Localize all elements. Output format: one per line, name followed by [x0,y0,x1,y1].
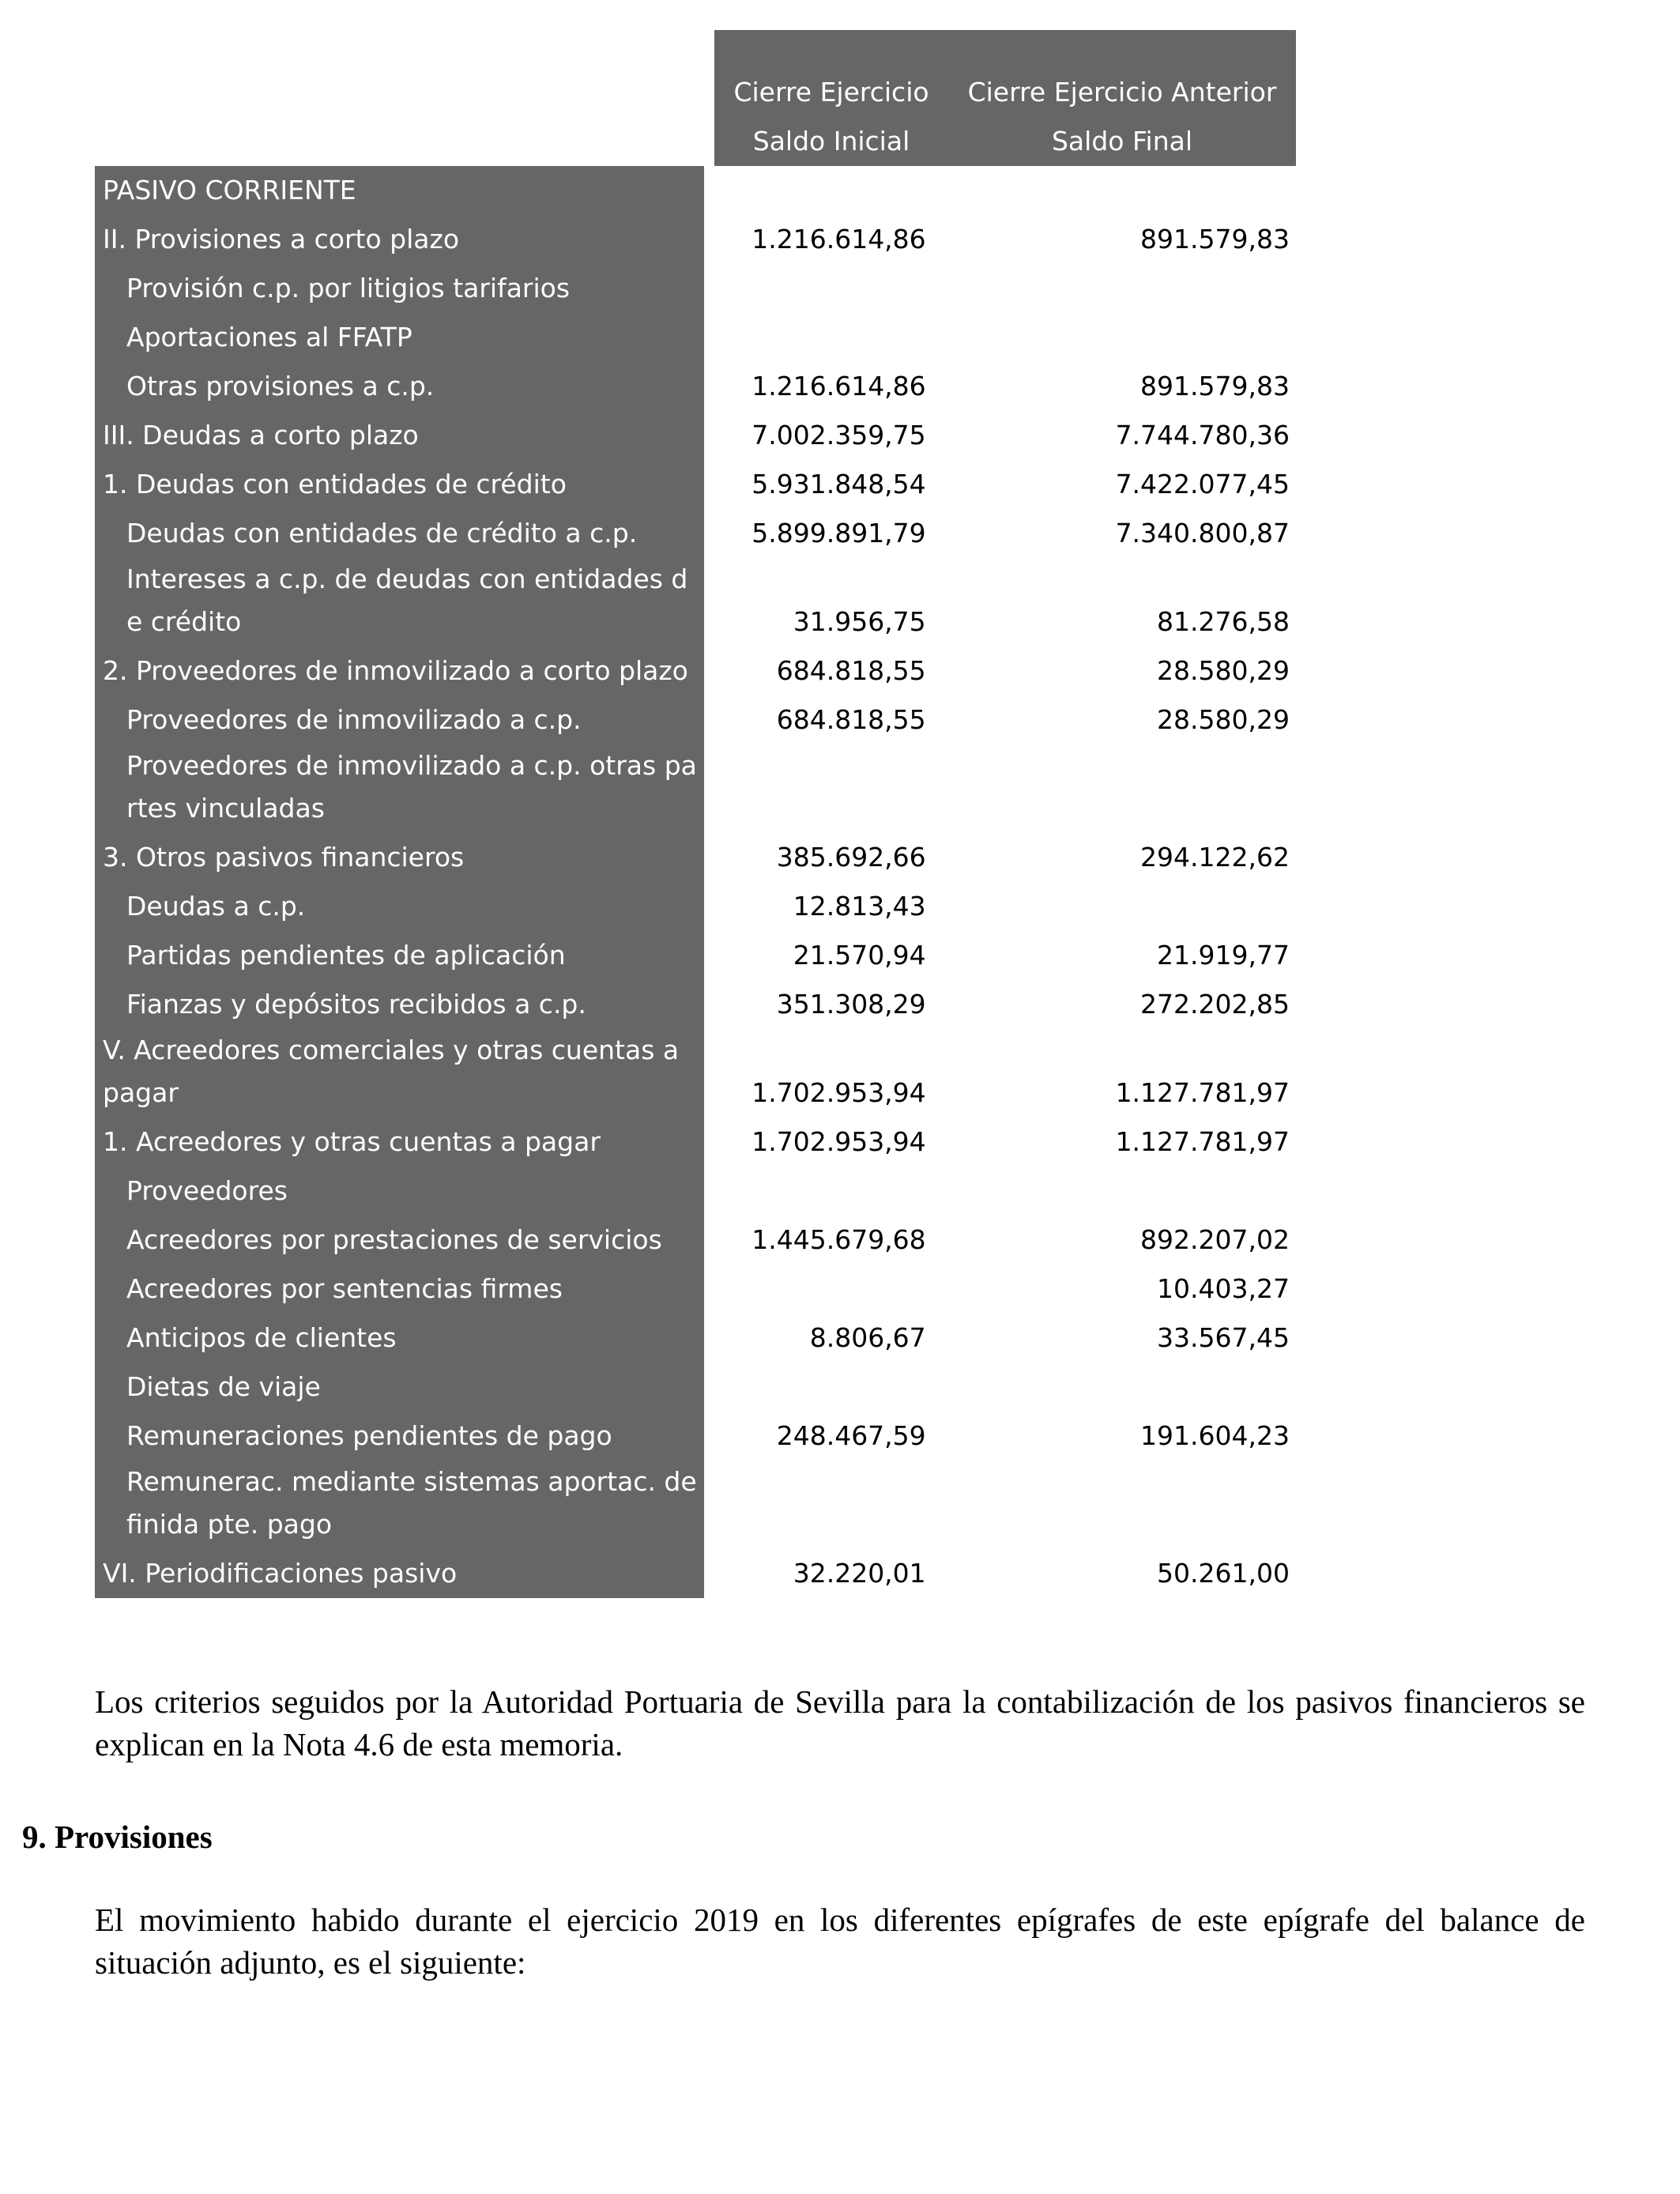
row-label: Deudas con entidades de crédito a c.p. [126,518,638,548]
value-previous-balance: 891.579,83 [1140,224,1290,254]
row-label-cell [95,509,704,558]
value-closing-balance: 32.220,01 [793,1558,926,1589]
value-closing-balance: 684.818,55 [776,704,926,735]
value-closing-balance: 7.002.359,75 [751,420,926,450]
row-label-cell [95,1549,704,1598]
table-row [95,1549,1296,1598]
row-label-cell [95,1118,704,1167]
table-header-box [714,30,1296,166]
table-row [95,313,1296,362]
value-previous-balance: 28.580,29 [1157,704,1290,735]
table-row [95,882,1296,931]
value-closing-balance: 385.692,66 [776,842,926,873]
value-previous-balance: 7.422.077,45 [1115,469,1290,499]
table-row [95,264,1296,313]
row-label-cell [95,833,704,882]
row-label-cell [95,1412,704,1461]
row-label-cell [95,1216,704,1265]
value-closing-balance [704,359,948,362]
value-previous-balance: 891.579,83 [1140,371,1290,401]
liabilities-table [95,30,1296,1598]
column-header-previous-balance [948,68,1296,166]
row-label-cell [95,1314,704,1363]
row-label: Acreedores por sentencias firmes [126,1273,563,1304]
value-previous-balance [948,1212,1296,1216]
row-label-cell [95,264,704,313]
row-label: 1. Deudas con entidades de crédito [103,469,567,499]
table-row [95,460,1296,509]
table-row [95,1265,1296,1314]
row-label-cell [95,980,704,1029]
row-label-cell [95,1167,704,1216]
table-row [95,509,1296,558]
row-label: Acreedores por prestaciones de servicios [126,1224,662,1255]
table-row [95,980,1296,1029]
value-closing-balance: 1.702.953,94 [751,1126,926,1157]
table-row [95,166,1296,215]
value-previous-balance [948,830,1296,833]
value-closing-balance: 5.931.848,54 [751,469,926,499]
row-label: Proveedores [126,1175,288,1206]
row-label-cell [95,215,704,264]
table-row [95,362,1296,411]
table-row [95,558,1296,647]
column-header-line: Saldo Inicial [752,126,910,156]
value-closing-balance: 248.467,59 [776,1420,926,1451]
row-label: III. Deudas a corto plazo [103,420,419,450]
row-label: 2. Proveedores de inmovilizado a corto plazo [103,655,688,686]
value-closing-balance [704,830,948,833]
table-row [95,1314,1296,1363]
row-label: Remunerac. mediante sistemas aportac. definida pte. pago [126,1466,697,1540]
paragraph-movement: El movimiento habido durante el ejercicio 2019 en los diferentes epígrafes de este epígrafe del balance de situación adjunto, es el siguiente: [95,1902,1585,1981]
value-previous-balance: 21.919,77 [1157,940,1290,971]
row-label-cell [95,696,704,745]
row-label: 3. Otros pasivos financieros [103,842,465,873]
row-label-cell [95,882,704,931]
value-closing-balance: 1.216.614,86 [751,224,926,254]
row-label: Proveedores de inmovilizado a c.p. otras partes vinculadas [126,750,697,824]
row-label: Intereses a c.p. de deudas con entidades de crédito [126,564,688,637]
table-row [95,1461,1296,1549]
row-label: Fianzas y depósitos recibidos a c.p. [126,989,586,1020]
row-label-cell [95,1363,704,1412]
column-header-line: Cierre Ejercicio Anterior [967,77,1277,107]
table-row [95,1412,1296,1461]
value-previous-balance [948,928,1296,931]
row-label-cell [95,558,704,647]
table-row [95,1216,1296,1265]
value-previous-balance: 33.567,45 [1157,1322,1290,1353]
row-label: Otras provisiones a c.p. [126,371,435,401]
value-closing-balance: 21.570,94 [793,940,926,971]
value-closing-balance [704,1212,948,1216]
value-closing-balance [704,310,948,313]
table-row [95,931,1296,980]
value-previous-balance [948,359,1296,362]
section-heading: 9. Provisiones [22,1819,213,1855]
value-previous-balance [948,1546,1296,1549]
value-previous-balance [948,310,1296,313]
value-previous-balance: 81.276,58 [1157,606,1290,637]
row-label-cell [95,745,704,833]
row-label-cell [95,931,704,980]
value-closing-balance [704,212,948,215]
value-closing-balance [704,1310,948,1314]
table-row [95,411,1296,460]
row-label: V. Acreedores comerciales y otras cuentas a pagar [103,1035,680,1108]
row-label-cell [95,647,704,696]
row-label: Provisión c.p. por litigios tarifarios [126,273,571,303]
table-row [95,1029,1296,1118]
value-closing-balance: 1.216.614,86 [751,371,926,401]
column-header-line: Cierre Ejercicio [733,77,929,107]
row-label-cell [95,1265,704,1314]
value-previous-balance: 10.403,27 [1157,1273,1290,1304]
value-closing-balance: 684.818,55 [776,655,926,686]
value-previous-balance: 7.744.780,36 [1115,420,1290,450]
value-previous-balance: 28.580,29 [1157,655,1290,686]
row-label-cell [95,1461,704,1549]
row-label: Aportaciones al FFATP [126,322,412,352]
value-previous-balance [948,212,1296,215]
value-previous-balance: 294.122,62 [1140,842,1290,873]
value-closing-balance: 8.806,67 [809,1322,926,1353]
row-label-cell [95,411,704,460]
value-previous-balance: 7.340.800,87 [1115,518,1290,548]
value-closing-balance: 351.308,29 [776,989,926,1020]
table-body [95,166,1296,1598]
value-previous-balance: 272.202,85 [1140,989,1290,1020]
value-closing-balance [704,1408,948,1412]
value-closing-balance: 5.899.891,79 [751,518,926,548]
value-previous-balance: 191.604,23 [1140,1420,1290,1451]
row-label: Remuneraciones pendientes de pago [126,1420,612,1451]
row-label-cell [95,166,704,215]
row-label-cell [95,313,704,362]
value-closing-balance [704,1546,948,1549]
row-label-cell [95,460,704,509]
row-label-cell [95,362,704,411]
row-label: Partidas pendientes de aplicación [126,940,566,971]
table-row [95,1118,1296,1167]
row-label: Proveedores de inmovilizado a c.p. [126,704,582,735]
value-closing-balance: 31.956,75 [793,606,926,637]
table-row [95,1363,1296,1412]
table-row [95,1167,1296,1216]
table-row [95,696,1296,745]
table-header [95,30,1296,166]
row-label: II. Provisiones a corto plazo [103,224,460,254]
value-closing-balance: 1.445.679,68 [751,1224,926,1255]
value-previous-balance [948,1408,1296,1412]
column-header-closing-balance [714,68,948,166]
row-label: VI. Periodificaciones pasivo [103,1558,458,1589]
table-row [95,215,1296,264]
table-row [95,745,1296,833]
value-previous-balance: 892.207,02 [1140,1224,1290,1255]
row-label: PASIVO CORRIENTE [103,175,356,205]
table-row [95,647,1296,696]
value-closing-balance: 1.702.953,94 [751,1077,926,1108]
table-row [95,833,1296,882]
value-closing-balance: 12.813,43 [793,891,926,922]
row-label: Dietas de viaje [126,1371,321,1402]
column-header-line: Saldo Final [1051,126,1193,156]
row-label: Anticipos de clientes [126,1322,397,1353]
value-previous-balance: 50.261,00 [1157,1558,1290,1589]
value-previous-balance: 1.127.781,97 [1115,1126,1290,1157]
row-label: Deudas a c.p. [126,891,306,922]
row-label-cell [95,1029,704,1118]
paragraph-criteria: Los criterios seguidos por la Autoridad Portuaria de Sevilla para la contabilización de los pasivos financieros se explican en la Nota 4.6 de esta memoria. [95,1683,1585,1762]
value-previous-balance: 1.127.781,97 [1115,1077,1290,1108]
row-label: 1. Acreedores y otras cuentas a pagar [103,1126,601,1157]
